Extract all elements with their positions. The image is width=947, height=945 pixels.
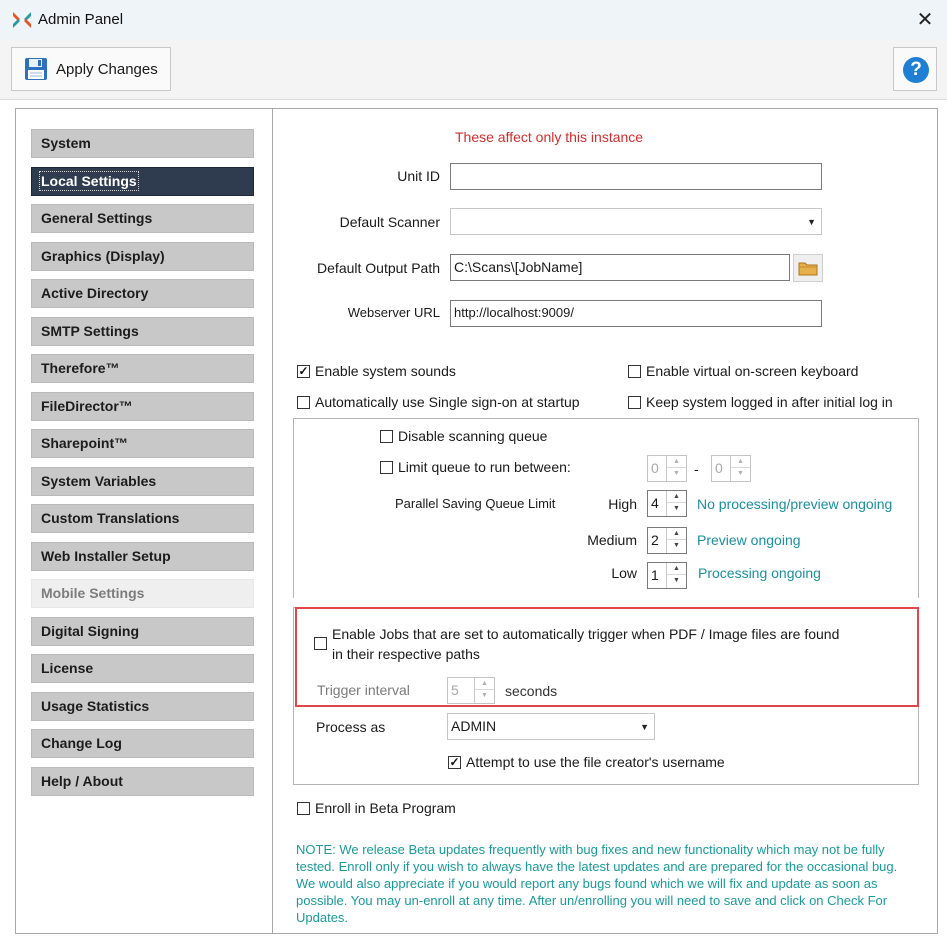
sidebar-item-label: SMTP Settings — [41, 323, 139, 339]
spin-up-icon[interactable]: ▲ — [667, 563, 686, 575]
sidebar-item-mobile-settings — [31, 579, 254, 608]
enroll-beta-label: Enroll in Beta Program — [315, 800, 456, 816]
high-value: 4 — [651, 495, 659, 511]
medium-label: Medium — [587, 532, 637, 548]
spin-up-icon[interactable]: ▲ — [667, 528, 686, 540]
enable-keyboard-checkbox[interactable] — [628, 365, 641, 378]
enable-jobs-label-line1: Enable Jobs that are set to automatically trigger when PDF / Image files are found — [332, 626, 840, 642]
default-scanner-label: Default Scanner — [339, 214, 440, 230]
limit-queue-checkbox[interactable] — [380, 461, 393, 474]
unit-id-label: Unit ID — [397, 168, 440, 184]
process-as-select[interactable] — [447, 713, 655, 740]
medium-value: 2 — [651, 532, 659, 548]
apply-changes-button[interactable] — [11, 47, 171, 91]
limit-dash: - — [694, 461, 699, 477]
medium-stepper[interactable] — [647, 527, 687, 554]
help-icon: ? — [903, 57, 929, 83]
low-value: 1 — [651, 567, 659, 583]
disable-queue-label: Disable scanning queue — [398, 428, 548, 444]
folder-icon — [798, 260, 819, 277]
sidebar-item-general-settings[interactable] — [31, 204, 254, 233]
sidebar-item-label: Sharepoint™ — [41, 435, 129, 451]
enable-sounds-checkbox[interactable]: ✓ — [298, 364, 309, 378]
instance-note: These affect only this instance — [455, 129, 644, 145]
spin-down-icon[interactable]: ▼ — [481, 692, 488, 699]
enable-sounds-label: Enable system sounds — [315, 363, 456, 379]
sidebar-item-label: System Variables — [41, 473, 157, 489]
sidebar-item-label: General Settings — [41, 210, 153, 226]
enable-jobs-label-line2: in their respective paths — [332, 646, 480, 662]
beta-note: NOTE: We release Beta updates frequently with bug fixes and new functionality which may not be fully tested. Enroll only if you wish to always have the latest updates and are prepared for the occasional bug. We would also appreciate if you would report any bugs found which we will fix and update as soon as possible. You may un-enroll at any time. After un/enrolling you will need to save and click on Check For Updates. — [296, 842, 898, 925]
spin-down-icon[interactable]: ▼ — [673, 505, 680, 512]
dropdown-arrow-icon: ▼ — [640, 722, 649, 732]
sidebar-item-smtp-settings[interactable] — [31, 317, 254, 346]
sidebar-item-filedirector[interactable] — [31, 392, 254, 421]
sidebar-item-help-about[interactable] — [31, 767, 254, 796]
auto-sso-checkbox[interactable] — [297, 396, 310, 409]
sidebar-item-label: License — [41, 660, 94, 676]
spin-down-icon[interactable]: ▼ — [673, 470, 680, 477]
limit-queue-label: Limit queue to run between: — [398, 459, 571, 475]
high-stepper[interactable] — [647, 490, 687, 517]
toolbar — [0, 40, 947, 100]
apply-changes-label: Apply Changes — [56, 61, 158, 78]
disable-queue-checkbox[interactable] — [380, 430, 393, 443]
sidebar-item-system-variables[interactable] — [31, 467, 254, 496]
spin-down-icon[interactable]: ▼ — [673, 542, 680, 549]
sidebar-item-label: Active Directory — [41, 285, 149, 301]
sidebar-item-label: Local Settings — [41, 173, 137, 189]
close-icon[interactable]: ✕ — [916, 9, 934, 31]
limit-from-value: 0 — [651, 460, 659, 476]
process-as-value: ADMIN — [451, 718, 497, 734]
title-bar — [0, 0, 947, 40]
sidebar-item-sharepoint[interactable] — [31, 429, 254, 458]
parallel-saving-label: Parallel Saving Queue Limit — [395, 496, 556, 511]
sidebar-item-label: Graphics (Display) — [41, 248, 165, 264]
sidebar-item-label: Therefore™ — [41, 360, 120, 376]
sidebar-item-label: Digital Signing — [41, 623, 139, 639]
window-title: Admin Panel — [38, 11, 124, 28]
trigger-interval-value: 5 — [451, 682, 459, 698]
sidebar-item-label: Change Log — [41, 735, 122, 751]
sidebar-item-graphics[interactable] — [31, 242, 254, 271]
enable-keyboard-label: Enable virtual on-screen keyboard — [646, 363, 859, 379]
help-button[interactable] — [893, 47, 937, 91]
sidebar-item-label: Web Installer Setup — [41, 548, 171, 564]
process-as-label: Process as — [316, 719, 386, 735]
enroll-beta-checkbox[interactable] — [297, 802, 310, 815]
sidebar-item-web-installer-setup[interactable] — [31, 542, 254, 571]
keep-logged-in-label: Keep system logged in after initial log in — [646, 394, 893, 410]
dropdown-arrow-icon: ▼ — [807, 217, 816, 227]
floppy-disk-icon — [24, 57, 48, 81]
highlight-frame — [295, 607, 919, 707]
sidebar-item-label: Mobile Settings — [41, 585, 145, 601]
sidebar-item-label: System — [41, 135, 91, 151]
browse-folder-button[interactable] — [793, 254, 823, 282]
low-description: Processing ongoing — [698, 565, 821, 581]
sidebar-item-change-log[interactable] — [31, 729, 254, 758]
default-scanner-select[interactable] — [450, 208, 822, 235]
limit-from-stepper[interactable] — [647, 455, 687, 482]
sidebar-item-active-directory[interactable] — [31, 279, 254, 308]
high-description: No processing/preview ongoing — [697, 496, 893, 512]
spin-down-icon[interactable]: ▼ — [737, 470, 744, 477]
spin-down-icon[interactable]: ▼ — [673, 577, 680, 584]
attempt-creator-label: Attempt to use the file creator's username — [466, 754, 725, 770]
sidebar-item-digital-signing[interactable] — [31, 617, 254, 646]
webserver-url-input[interactable]: http://localhost:9009/ — [450, 300, 822, 327]
medium-description: Preview ongoing — [697, 532, 801, 548]
attempt-creator-checkbox[interactable]: ✓ — [449, 755, 460, 769]
low-stepper[interactable] — [647, 562, 687, 589]
seconds-label: seconds — [505, 683, 558, 699]
sidebar-item-license[interactable] — [31, 654, 254, 683]
app-logo-icon — [12, 10, 32, 30]
limit-to-value: 0 — [715, 460, 723, 476]
sidebar-item-label: Custom Translations — [41, 510, 180, 526]
default-output-path-label: Default Output Path — [317, 260, 440, 276]
unit-id-input[interactable] — [450, 163, 822, 190]
sidebar-item-local-settings[interactable] — [31, 167, 254, 196]
sidebar-item-label: Help / About — [41, 773, 123, 789]
spin-up-icon[interactable]: ▲ — [731, 456, 750, 468]
webserver-url-label: Webserver URL — [347, 305, 440, 320]
sidebar-item-label: Usage Statistics — [41, 698, 150, 714]
sidebar-item-custom-translations[interactable] — [31, 504, 254, 533]
high-label: High — [608, 496, 637, 512]
spin-up-icon[interactable]: ▲ — [475, 678, 494, 690]
limit-to-stepper[interactable] — [711, 455, 751, 482]
default-output-path-input[interactable]: C:\Scans\[JobName] — [450, 254, 790, 281]
sidebar-item-therefore[interactable] — [31, 354, 254, 383]
keep-logged-in-checkbox[interactable] — [628, 396, 641, 409]
trigger-interval-label: Trigger interval — [317, 682, 410, 698]
sidebar-item-label: FileDirector™ — [41, 398, 133, 414]
auto-sso-label: Automatically use Single sign-on at startup — [315, 394, 580, 410]
settings-sidebar — [15, 108, 273, 934]
sidebar-item-usage-statistics[interactable] — [31, 692, 254, 721]
spin-up-icon[interactable]: ▲ — [667, 456, 686, 468]
sidebar-item-system[interactable] — [31, 129, 254, 158]
spin-up-icon[interactable]: ▲ — [667, 491, 686, 503]
low-label: Low — [611, 565, 637, 581]
